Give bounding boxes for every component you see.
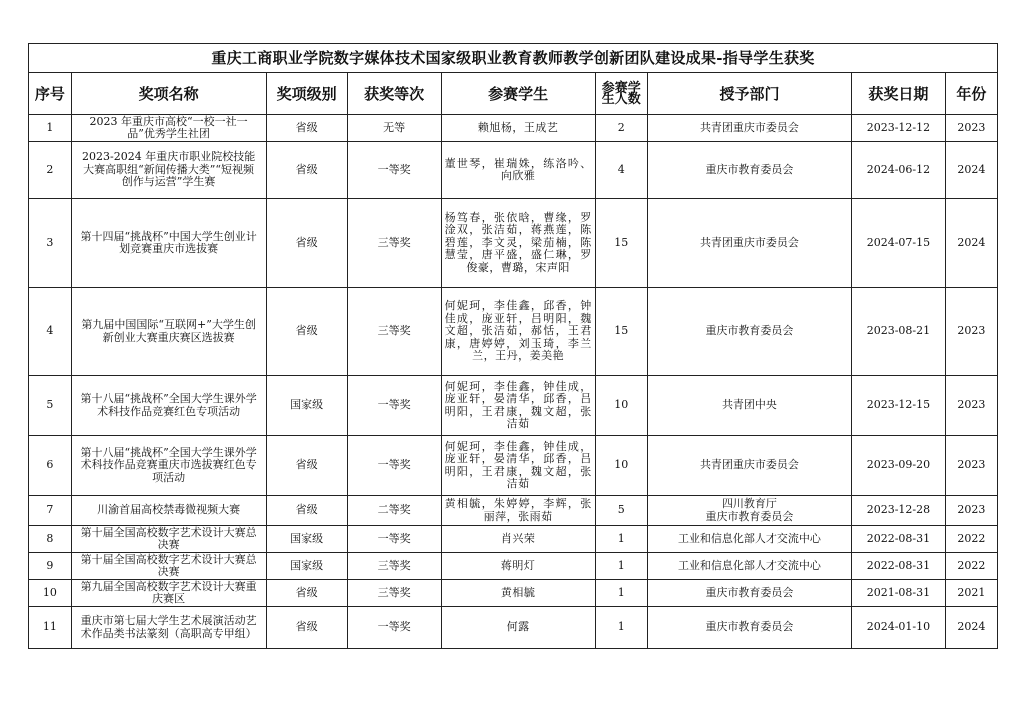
cell-seq: 1 — [29, 115, 72, 142]
cell-award-name: 第十届全国高校数字艺术设计大赛总决赛 — [71, 553, 266, 580]
table-row — [29, 553, 998, 580]
cell-dept: 重庆市教育委员会 — [647, 580, 851, 607]
cell-grade: 无等 — [347, 115, 441, 142]
cell-dept: 四川教育厅 重庆市教育委员会 — [647, 496, 851, 526]
cell-grade: 三等奖 — [347, 553, 441, 580]
cell-students: 何妮珂，李佳鑫，钟佳成，庞亚轩，晏清华，邱香，吕明阳，王君康，魏文超，张洁茹 — [441, 376, 595, 436]
cell-year: 2023 — [945, 115, 997, 142]
cell-level: 省级 — [266, 496, 347, 526]
cell-year: 2024 — [945, 199, 997, 288]
cell-date: 2024-07-15 — [852, 199, 946, 288]
cell-seq: 9 — [29, 553, 72, 580]
cell-dept: 重庆市教育委员会 — [647, 288, 851, 376]
cell-count: 1 — [595, 526, 647, 553]
table-row — [29, 376, 998, 436]
table-row — [29, 607, 998, 649]
header-level: 奖项级别 — [266, 73, 347, 115]
header-seq: 序号 — [29, 73, 72, 115]
cell-seq: 3 — [29, 199, 72, 288]
cell-year: 2022 — [945, 553, 997, 580]
cell-date: 2022-08-31 — [852, 526, 946, 553]
cell-date: 2024-01-10 — [852, 607, 946, 649]
cell-date: 2022-08-31 — [852, 553, 946, 580]
cell-count: 1 — [595, 553, 647, 580]
cell-award-name: 川渝首届高校禁毒微视频大赛 — [71, 496, 266, 526]
cell-seq: 4 — [29, 288, 72, 376]
cell-grade: 一等奖 — [347, 142, 441, 199]
cell-count: 2 — [595, 115, 647, 142]
cell-level: 省级 — [266, 199, 347, 288]
cell-seq: 2 — [29, 142, 72, 199]
header-award-name: 奖项名称 — [71, 73, 266, 115]
header-dept: 授予部门 — [647, 73, 851, 115]
cell-level: 省级 — [266, 142, 347, 199]
cell-grade: 二等奖 — [347, 496, 441, 526]
award-document — [28, 43, 998, 649]
cell-seq: 10 — [29, 580, 72, 607]
cell-date: 2023-09-20 — [852, 436, 946, 496]
table-row — [29, 526, 998, 553]
cell-dept: 共青团重庆市委员会 — [647, 436, 851, 496]
cell-count: 1 — [595, 580, 647, 607]
header-count: 参赛学生人数 — [595, 73, 647, 115]
cell-students: 何妮珂，李佳鑫，钟佳成，庞亚轩，晏清华，邱香，吕明阳，王君康，魏文超，张洁茹 — [441, 436, 595, 496]
cell-award-name: 第十届全国高校数字艺术设计大赛总决赛 — [71, 526, 266, 553]
cell-date: 2023-08-21 — [852, 288, 946, 376]
cell-dept: 共青团中央 — [647, 376, 851, 436]
cell-seq: 8 — [29, 526, 72, 553]
cell-grade: 一等奖 — [347, 376, 441, 436]
cell-dept: 重庆市教育委员会 — [647, 607, 851, 649]
cell-dept: 共青团重庆市委员会 — [647, 199, 851, 288]
cell-award-name: 第九届全国高校数字艺术设计大赛重庆赛区 — [71, 580, 266, 607]
cell-students: 何露 — [441, 607, 595, 649]
cell-count: 15 — [595, 288, 647, 376]
cell-students: 黄相毓 — [441, 580, 595, 607]
header-year: 年份 — [945, 73, 997, 115]
cell-grade: 三等奖 — [347, 580, 441, 607]
cell-seq: 7 — [29, 496, 72, 526]
cell-level: 省级 — [266, 288, 347, 376]
cell-seq: 6 — [29, 436, 72, 496]
cell-level: 省级 — [266, 580, 347, 607]
cell-count: 10 — [595, 376, 647, 436]
cell-year: 2024 — [945, 607, 997, 649]
cell-grade: 三等奖 — [347, 199, 441, 288]
cell-dept: 共青团重庆市委员会 — [647, 115, 851, 142]
header-date: 获奖日期 — [852, 73, 946, 115]
cell-date: 2023-12-28 — [852, 496, 946, 526]
cell-count: 10 — [595, 436, 647, 496]
cell-grade: 一等奖 — [347, 526, 441, 553]
cell-students: 黄相毓，朱婷婷，李辉，张丽萍，张雨茹 — [441, 496, 595, 526]
cell-dept: 工业和信息化部人才交流中心 — [647, 553, 851, 580]
table-row — [29, 142, 998, 199]
cell-students: 蒋明灯 — [441, 553, 595, 580]
cell-dept: 重庆市教育委员会 — [647, 142, 851, 199]
cell-award-name: 第九届中国国际“互联网+”大学生创新创业大赛重庆赛区选拔赛 — [71, 288, 266, 376]
cell-award-name: 2023 年重庆市高校“一校一社一品”优秀学生社团 — [71, 115, 266, 142]
cell-award-name: 第十八届“挑战杯”全国大学生课外学术科技作品竞赛红色专项活动 — [71, 376, 266, 436]
cell-grade: 三等奖 — [347, 288, 441, 376]
header-students: 参赛学生 — [441, 73, 595, 115]
cell-students: 董世琴，崔瑞姝，练洛吟、向欣雅 — [441, 142, 595, 199]
cell-count: 1 — [595, 607, 647, 649]
cell-students: 肖兴荣 — [441, 526, 595, 553]
table-row — [29, 199, 998, 288]
cell-dept: 工业和信息化部人才交流中心 — [647, 526, 851, 553]
table-row — [29, 115, 998, 142]
cell-level: 国家级 — [266, 553, 347, 580]
cell-year: 2023 — [945, 376, 997, 436]
document-title: 重庆工商职业学院数字媒体技术国家级职业教育教师教学创新团队建设成果-指导学生获奖 — [29, 44, 998, 73]
cell-seq: 11 — [29, 607, 72, 649]
table-row — [29, 436, 998, 496]
cell-level: 省级 — [266, 115, 347, 142]
header-grade: 获奖等次 — [347, 73, 441, 115]
cell-year: 2023 — [945, 288, 997, 376]
cell-students: 何妮珂，李佳鑫，邱香，钟佳成，庞亚轩，吕明阳，魏文超，张洁茹，郝恬，王君康，唐婷婷，刘玉琦，李兰兰，王丹，姜美艳 — [441, 288, 595, 376]
cell-count: 5 — [595, 496, 647, 526]
cell-year: 2024 — [945, 142, 997, 199]
cell-level: 省级 — [266, 436, 347, 496]
cell-award-name: 第十八届“挑战杯”全国大学生课外学术科技作品竞赛重庆市选拔赛红色专项活动 — [71, 436, 266, 496]
cell-level: 国家级 — [266, 376, 347, 436]
cell-count: 15 — [595, 199, 647, 288]
cell-level: 国家级 — [266, 526, 347, 553]
cell-year: 2023 — [945, 496, 997, 526]
cell-award-name: 重庆市第七届大学生艺术展演活动艺术作品类书法篆刻（高职高专甲组） — [71, 607, 266, 649]
cell-date: 2023-12-12 — [852, 115, 946, 142]
cell-date: 2021-08-31 — [852, 580, 946, 607]
cell-students: 杨笃春，张依晗，曹缘，罗淦双，张洁茹，蒋燕莲，陈碧莲，李文灵，梁茄楠，陈慧莹，唐平盛，盛仁琳，罗俊豪，曹璐，宋声阳 — [441, 199, 595, 288]
cell-grade: 一等奖 — [347, 436, 441, 496]
cell-grade: 一等奖 — [347, 607, 441, 649]
cell-award-name: 2023-2024 年重庆市职业院校技能大赛高职组“新闻传播大类”“短视频创作与运营”学生赛 — [71, 142, 266, 199]
header-row — [29, 73, 998, 115]
table-row — [29, 288, 998, 376]
cell-seq: 5 — [29, 376, 72, 436]
table-row — [29, 580, 998, 607]
awards-table — [28, 43, 998, 649]
cell-level: 省级 — [266, 607, 347, 649]
cell-year: 2023 — [945, 436, 997, 496]
cell-year: 2021 — [945, 580, 997, 607]
table-row — [29, 496, 998, 526]
cell-count: 4 — [595, 142, 647, 199]
cell-students: 赖旭杨，王成艺 — [441, 115, 595, 142]
cell-year: 2022 — [945, 526, 997, 553]
cell-award-name: 第十四届“挑战杯”中国大学生创业计划竞赛重庆市选拔赛 — [71, 199, 266, 288]
cell-date: 2023-12-15 — [852, 376, 946, 436]
cell-date: 2024-06-12 — [852, 142, 946, 199]
